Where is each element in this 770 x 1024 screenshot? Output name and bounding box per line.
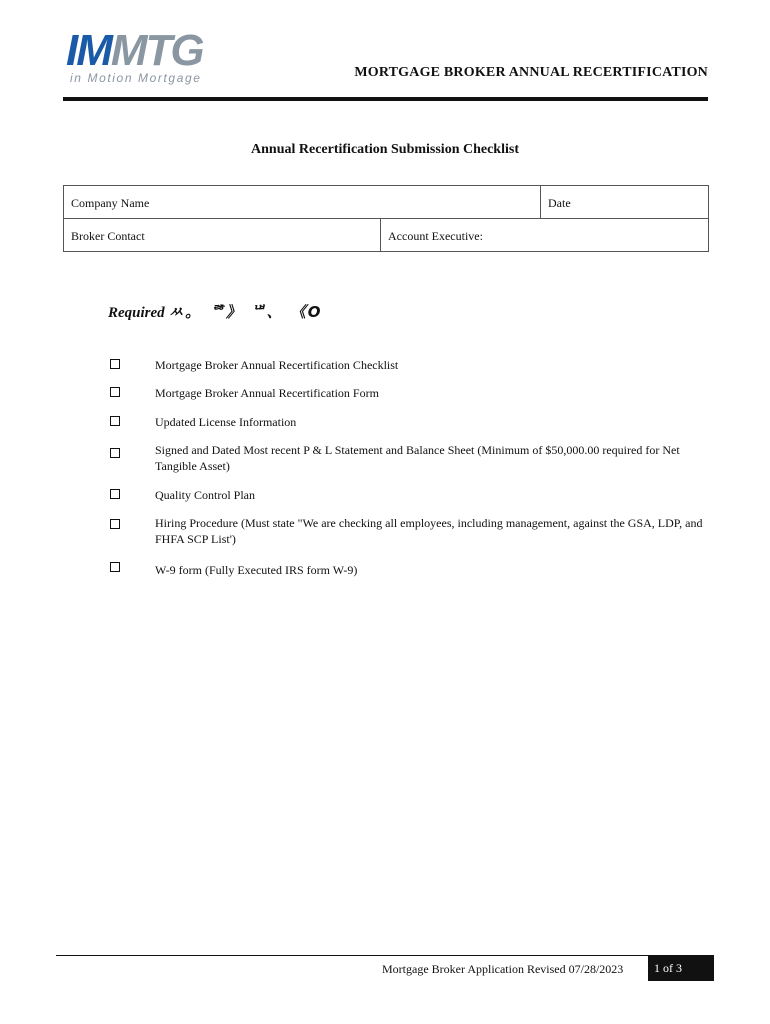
logo-mtg: MTG: [110, 26, 203, 75]
checklist-item-label: Updated License Information: [155, 415, 297, 429]
checklist-item-label: Hiring Procedure (Must state "We are checking all employees, including management, against the GSA, LDP, and FHFA SCP List'): [155, 516, 703, 546]
checkbox[interactable]: [110, 387, 120, 397]
company-name-field[interactable]: [64, 186, 541, 219]
logo-wordmark: [66, 28, 203, 74]
footer-divider: [56, 955, 651, 956]
info-row-broker: [64, 219, 709, 252]
broker-contact-field[interactable]: [64, 219, 381, 252]
info-table: [63, 185, 709, 252]
checkbox[interactable]: [110, 448, 120, 458]
page-number: 1 of 3: [648, 955, 714, 981]
account-executive-field[interactable]: [381, 219, 709, 252]
account-executive-label: Account Executive:: [388, 229, 483, 243]
date-field[interactable]: [541, 186, 709, 219]
info-row-company: [64, 186, 709, 219]
checkbox[interactable]: [110, 489, 120, 499]
required-garbled-text: ㅆ。 ᄚ》 ᄖ、 《Ο: [168, 303, 323, 321]
checklist-item-label: Mortgage Broker Annual Recertification Checklist: [155, 358, 399, 372]
checklist-item-label: Signed and Dated Most recent P & L Statement and Balance Sheet (Minimum of $50,000.00 required for Net Tangible Asset): [155, 443, 680, 473]
checklist-item-label: Quality Control Plan: [155, 488, 255, 502]
checkbox[interactable]: [110, 562, 120, 572]
broker-contact-label: Broker Contact: [71, 229, 145, 243]
checklist-item-label: W-9 form (Fully Executed IRS form W-9): [155, 563, 358, 577]
logo-tagline: in Motion Mortgage: [70, 71, 202, 85]
company-name-label: Company Name: [71, 196, 150, 210]
required-heading: [108, 301, 323, 322]
checklist-item-label: Mortgage Broker Annual Recertification Form: [155, 386, 379, 400]
date-label: Date: [548, 196, 571, 210]
checkbox[interactable]: [110, 519, 120, 529]
required-label: Required: [108, 305, 165, 321]
logo-im: IM: [66, 26, 111, 75]
checkbox[interactable]: [110, 416, 120, 426]
footer-revision-text: Mortgage Broker Application Revised 07/28/2023: [382, 962, 624, 976]
document-header-title: MORTGAGE BROKER ANNUAL RECERTIFICATION: [354, 65, 708, 80]
company-logo: [66, 28, 226, 88]
checklist-title: Annual Recertification Submission Checklist: [251, 142, 519, 157]
checkbox[interactable]: [110, 359, 120, 369]
header-divider: [63, 97, 708, 101]
